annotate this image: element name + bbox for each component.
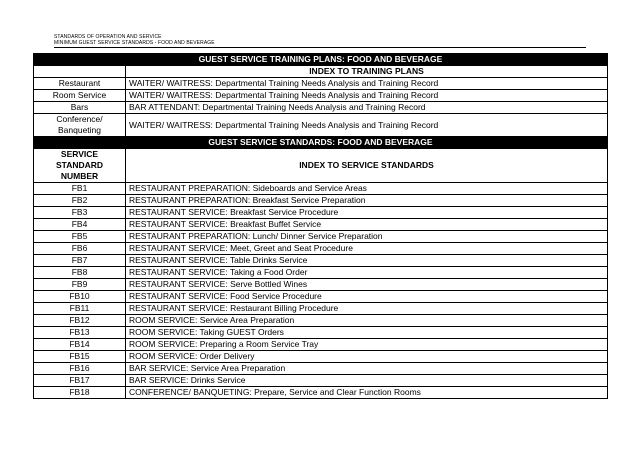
training-plan-row bbox=[34, 90, 608, 102]
header-line-1: STANDARDS OF OPERATION AND SERVICE bbox=[54, 34, 162, 40]
standard-description: RESTAURANT SERVICE: Serve Bottled Wines bbox=[126, 279, 608, 291]
standards-index-table bbox=[33, 53, 608, 399]
standard-description: RESTAURANT PREPARATION: Sideboards and Service Areas bbox=[126, 183, 608, 195]
standard-code: FB7 bbox=[34, 255, 126, 267]
training-plan-cell: WAITER/ WAITRESS: Departmental Training Needs Analysis and Training Record bbox=[126, 78, 608, 90]
department-cell: Room Service bbox=[34, 90, 126, 102]
training-index-heading: INDEX TO TRAINING PLANS bbox=[126, 66, 608, 78]
header-rule bbox=[54, 47, 586, 48]
standard-description: RESTAURANT SERVICE: Breakfast Buffet Service bbox=[126, 219, 608, 231]
standard-row bbox=[34, 243, 608, 255]
standard-code: FB10 bbox=[34, 291, 126, 303]
standard-row bbox=[34, 291, 608, 303]
standard-code: FB1 bbox=[34, 183, 126, 195]
standard-code: FB6 bbox=[34, 243, 126, 255]
standard-description: RESTAURANT SERVICE: Table Drinks Service bbox=[126, 255, 608, 267]
training-plan-cell: WAITER/ WAITRESS: Departmental Training Needs Analysis and Training Record bbox=[126, 114, 608, 137]
standard-description: ROOM SERVICE: Preparing a Room Service Tray bbox=[126, 339, 608, 351]
standard-code: FB13 bbox=[34, 327, 126, 339]
standard-row bbox=[34, 351, 608, 363]
standard-code: FB16 bbox=[34, 363, 126, 375]
standard-code: FB4 bbox=[34, 219, 126, 231]
standard-description: RESTAURANT SERVICE: Food Service Procedure bbox=[126, 291, 608, 303]
standard-description: ROOM SERVICE: Service Area Preparation bbox=[126, 315, 608, 327]
standard-code: FB15 bbox=[34, 351, 126, 363]
standard-row bbox=[34, 219, 608, 231]
standard-description: RESTAURANT PREPARATION: Lunch/ Dinner Service Preparation bbox=[126, 231, 608, 243]
standard-code: FB5 bbox=[34, 231, 126, 243]
standard-code: FB11 bbox=[34, 303, 126, 315]
standard-code: FB2 bbox=[34, 195, 126, 207]
header-line-2: MINIMUM GUEST SERVICE STANDARDS - FOOD AND BEVERAGE bbox=[54, 40, 215, 46]
standard-code: FB12 bbox=[34, 315, 126, 327]
standard-row bbox=[34, 363, 608, 375]
standard-description: RESTAURANT PREPARATION: Breakfast Service Preparation bbox=[126, 195, 608, 207]
standards-title-row bbox=[34, 137, 608, 149]
document-header bbox=[54, 34, 215, 46]
table-body bbox=[34, 54, 608, 399]
training-title: GUEST SERVICE TRAINING PLANS: FOOD AND BEVERAGE bbox=[34, 54, 608, 66]
standard-description: CONFERENCE/ BANQUETING: Prepare, Service and Clear Function Rooms bbox=[126, 387, 608, 399]
department-cell: Bars bbox=[34, 102, 126, 114]
standard-description: ROOM SERVICE: Order Delivery bbox=[126, 351, 608, 363]
standard-row bbox=[34, 375, 608, 387]
training-title-row bbox=[34, 54, 608, 66]
standard-description: RESTAURANT SERVICE: Meet, Greet and Seat Procedure bbox=[126, 243, 608, 255]
training-plan-row bbox=[34, 114, 608, 137]
training-plan-cell: BAR ATTENDANT: Departmental Training Needs Analysis and Training Record bbox=[126, 102, 608, 114]
standard-description: BAR SERVICE: Drinks Service bbox=[126, 375, 608, 387]
standards-index-heading: INDEX TO SERVICE STANDARDS bbox=[126, 149, 608, 183]
standard-row bbox=[34, 339, 608, 351]
standard-code: FB3 bbox=[34, 207, 126, 219]
training-plan-row bbox=[34, 78, 608, 90]
standard-description: RESTAURANT SERVICE: Breakfast Service Procedure bbox=[126, 207, 608, 219]
standard-code: FB8 bbox=[34, 267, 126, 279]
standard-row bbox=[34, 279, 608, 291]
standard-row bbox=[34, 207, 608, 219]
standard-number-heading: SERVICE STANDARD NUMBER bbox=[34, 149, 126, 183]
standard-row bbox=[34, 231, 608, 243]
training-plan-row bbox=[34, 102, 608, 114]
standard-row bbox=[34, 183, 608, 195]
standard-row bbox=[34, 195, 608, 207]
standards-title: GUEST SERVICE STANDARDS: FOOD AND BEVERAGE bbox=[34, 137, 608, 149]
standard-code: FB18 bbox=[34, 387, 126, 399]
standard-code: FB9 bbox=[34, 279, 126, 291]
standards-heading-row bbox=[34, 149, 608, 183]
empty-cell bbox=[34, 66, 126, 78]
standard-code: FB14 bbox=[34, 339, 126, 351]
department-cell: Conference/ Banqueting bbox=[34, 114, 126, 137]
standard-description: RESTAURANT SERVICE: Taking a Food Order bbox=[126, 267, 608, 279]
department-cell: Restaurant bbox=[34, 78, 126, 90]
standard-row bbox=[34, 303, 608, 315]
standard-description: BAR SERVICE: Service Area Preparation bbox=[126, 363, 608, 375]
standard-description: RESTAURANT SERVICE: Restaurant Billing Procedure bbox=[126, 303, 608, 315]
training-index-heading-row bbox=[34, 66, 608, 78]
standard-description: ROOM SERVICE: Taking GUEST Orders bbox=[126, 327, 608, 339]
standard-row bbox=[34, 387, 608, 399]
standard-row bbox=[34, 255, 608, 267]
standard-row bbox=[34, 267, 608, 279]
training-plan-cell: WAITER/ WAITRESS: Departmental Training Needs Analysis and Training Record bbox=[126, 90, 608, 102]
standard-row bbox=[34, 327, 608, 339]
standard-code: FB17 bbox=[34, 375, 126, 387]
standard-row bbox=[34, 315, 608, 327]
